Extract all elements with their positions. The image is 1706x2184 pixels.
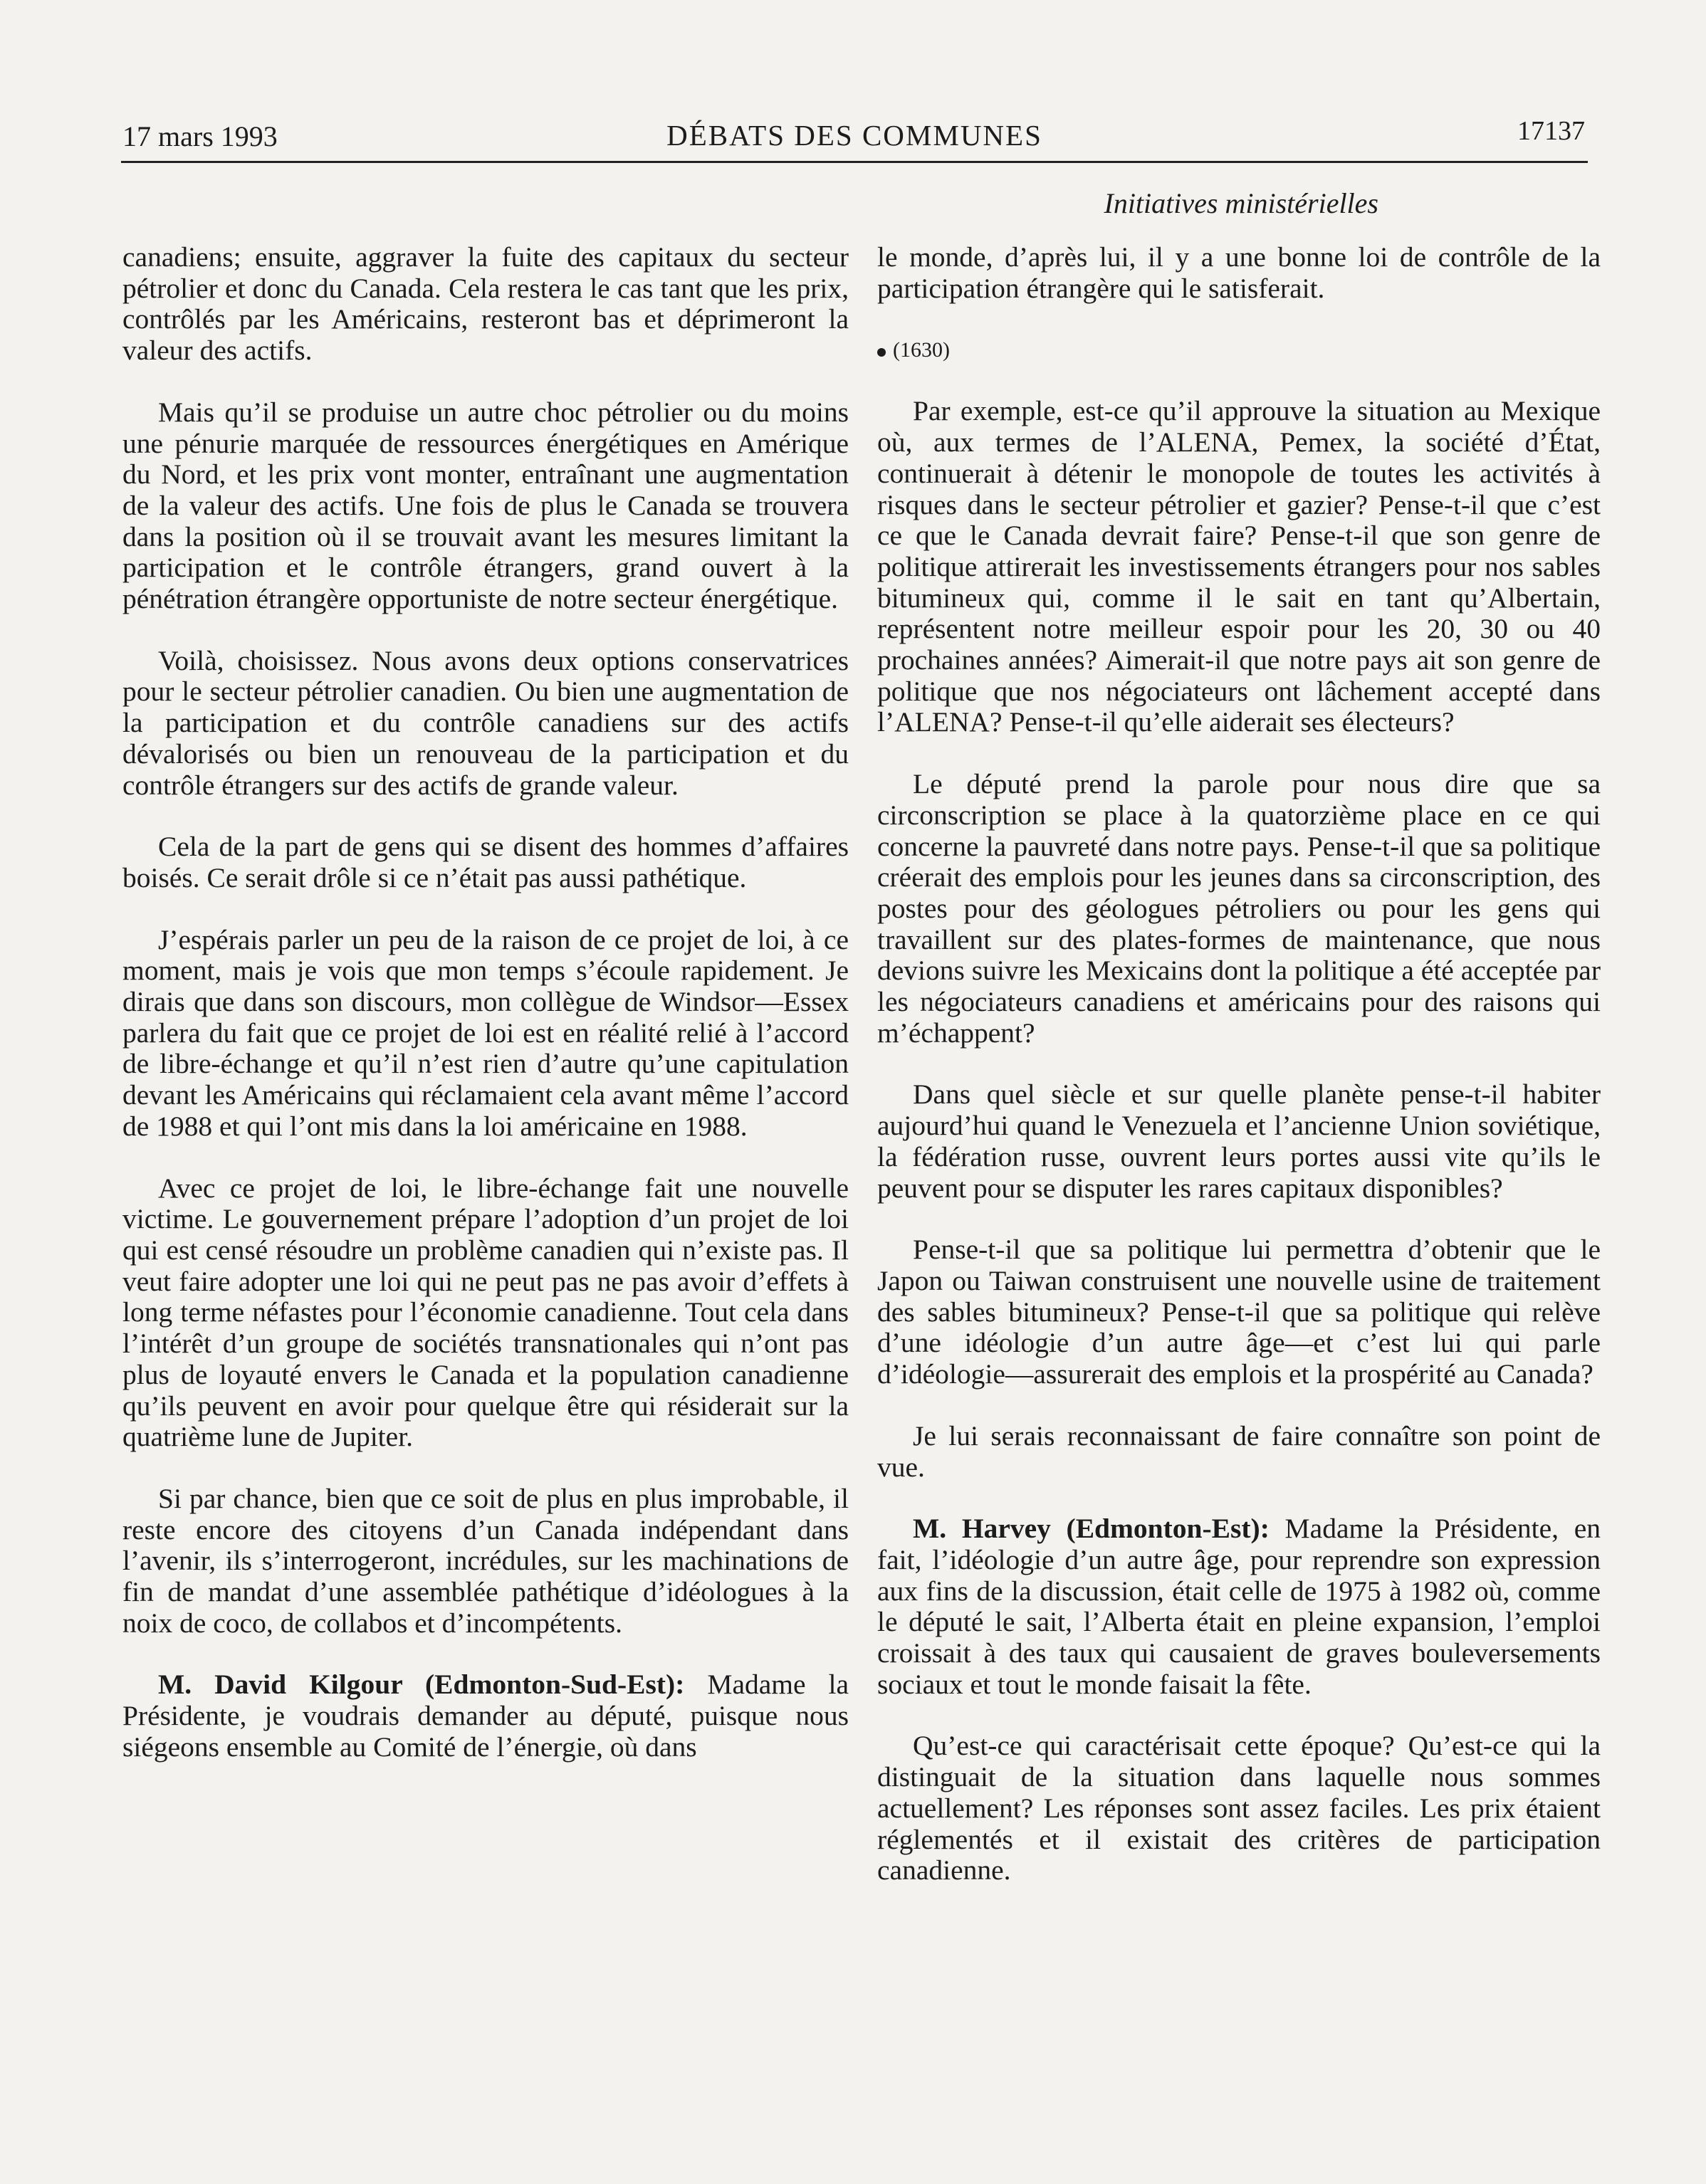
bullet-icon [877, 348, 886, 357]
paragraph: Si par chance, bien que ce soit de plus en plus improbable, il reste encore des citoyens d’un Canada indépendant dans l’avenir, ils s’interrogeront, incrédules, sur les machinations de fin de mandat d’une assemblée pathétique d’idéologues à la noix de coco, de collabos et d’incompétents. [122, 1482, 849, 1639]
paragraph: Dans quel siècle et sur quelle planète pense-t-il habiter aujourd’hui quand le Venezuela et l’ancienne Union soviétique, la fédération russe, ouvrent leurs portes aussi vite qu’ils le peuvent pour se disputer les rares capitaux disponibles? [877, 1078, 1601, 1204]
paragraph: Par exemple, est-ce qu’il approuve la situation au Mexique où, aux termes de l’ALENA, Pemex, la société d’État, continuerait à détenir le monopole de toutes les activités à risques dans le secteur pétrolier et gazier? Pense-t-il que c’est ce que le Canada devrait faire? Pense-t-il que son genre de politique attirerait les investissements étrangers pour nos sables bitumineux qui, comme il le sait en tant qu’Albertain, représentent notre meilleur espoir pour les 20, 30 ou 40 prochaines années? Aimerait-il que notre pays ait son genre de politique que nos négociateurs ont lâchement accepté dans l’ALENA? Pense-t-il qu’elle aiderait ses électeurs? [877, 395, 1601, 738]
page-header [121, 114, 1588, 163]
speaker-paragraph [877, 1513, 1601, 1700]
paragraph: Voilà, choisissez. Nous avons deux options conservatrices pour le secteur pétrolier canadien. Ou bien une augmentation de la participation et du contrôle canadiens sur des actifs dévalorisés ou bien un renouveau de la participation et du contrôle étrangers sur des actifs de grande valeur. [122, 644, 849, 801]
page-number: 17137 [1517, 116, 1585, 146]
timestamp-text: (1630) [893, 338, 950, 362]
timestamp [877, 335, 1601, 365]
paragraph: Qu’est-ce qui caractérisait cette époque? Qu’est-ce qui la distinguait de la situation dans laquelle nous sommes actuellement? Les réponses sont assez faciles. Les prix étaient réglementés et il existait des critères de participation canadienne. [877, 1730, 1601, 1886]
right-column [877, 242, 1601, 1917]
left-column [122, 242, 849, 1794]
section-label: Initiatives ministérielles [1104, 187, 1378, 219]
paragraph: Le député prend la parole pour nous dire que sa circonscription se place à la quatorzième place en ce qui concerne la pauvreté dans notre pays. Pense-t-il que sa politique créerait des emplois pour les jeunes dans sa circonscription, des postes pour des géologues pétroliers ou pour les gens qui travaillent sur des plates-formes de maintenance, que nous devions suivre les Mexicains dont la politique a été acceptée par les négociateurs canadiens et américains pour des raisons qui m’échappent? [877, 768, 1601, 1049]
paragraph: Cela de la part de gens qui se disent des hommes d’affaires boisés. Ce serait drôle si ce n’était pas aussi pathétique. [122, 831, 849, 893]
speech-text: Madame la Présidente, je voudrais demander au député, puisque nous siégeons ensemble au Comité de l’énergie, où dans [122, 1669, 849, 1763]
paragraph: Mais qu’il se produise un autre choc pétrolier ou du moins une pénurie marquée de ressources énergétiques en Amérique du Nord, et les prix vont monter, entraînant une augmentation de la valeur des actifs. Une fois de plus le Canada se trouvera dans la position où il se trouvait avant les mesures limitant la participation et le contrôle étrangers, grand ouvert à la pénétration étrangère opportuniste de notre secteur énergétique. [122, 396, 849, 615]
paragraph: J’espérais parler un peu de la raison de ce projet de loi, à ce moment, mais je vois que mon temps s’écoule rapidement. Je dirais que dans son discours, mon collègue de Windsor—Essex parlera du fait que ce projet de loi est en réalité relié à l’accord de libre-échange et qu’il n’est rien d’autre qu’une capitulation devant les Américains qui réclamaient cela avant même l’accord de 1988 et qui l’ont mis dans la loi américaine en 1988. [122, 923, 849, 1142]
paragraph: Je lui serais reconnaissant de faire connaître son point de vue. [877, 1419, 1601, 1483]
paragraph: Avec ce projet de loi, le libre-échange fait une nouvelle victime. Le gouvernement prépare l’adoption d’un projet de loi qui est censé résoudre un problème canadien qui n’existe pas. Il veut faire adopter une loi qui ne peut pas ne pas avoir d’effets à long terme néfastes pour l’économie canadienne. Tout cela dans l’intérêt d’un groupe de sociétés transnationales qui n’ont pas plus de loyauté envers le Canada et la population canadienne qu’ils peuvent en avoir pour quelque être qui résiderait sur la quatrième lune de Jupiter. [122, 1172, 849, 1453]
speech-text: Madame la Présidente, en fait, l’idéologie d’un autre âge, pour reprendre son expression aux fins de la discussion, était celle de 1975 à 1982 où, comme le député le sait, l’Alberta était en pleine expansion, l’emploi croissait à des taux qui causaient de graves bouleversements sociaux et tout le monde faisait la fête. [877, 1513, 1601, 1700]
paragraph: canadiens; ensuite, aggraver la fuite des capitaux du secteur pétrolier et donc du Canada. Cela restera le cas tant que les prix, contrôlés par les Américains, resteront bas et déprimeront la valeur des actifs. [122, 241, 849, 367]
speaker-name: M. David Kilgour (Edmonton-Sud-Est): [158, 1669, 685, 1701]
paragraph: Pense-t-il que sa politique lui permettra d’obtenir que le Japon ou Taiwan construisent une nouvelle usine de traitement des sables bitumineux? Pense-t-il que sa politique qui relève d’une idéologie d’un autre âge—et c’est lui qui parle d’idéologie—assurerait des emplois et la prospérité au Canada? [877, 1234, 1601, 1390]
speaker-name: M. Harvey (Edmonton-Est): [913, 1513, 1270, 1545]
speaker-paragraph [122, 1669, 849, 1763]
paragraph: le monde, d’après lui, il y a une bonne loi de contrôle de la participation étrangère qui le satisferait. [877, 241, 1601, 304]
header-date: 17 mars 1993 [122, 120, 278, 152]
header-title: DÉBATS DES COMMUNES [666, 119, 1042, 152]
